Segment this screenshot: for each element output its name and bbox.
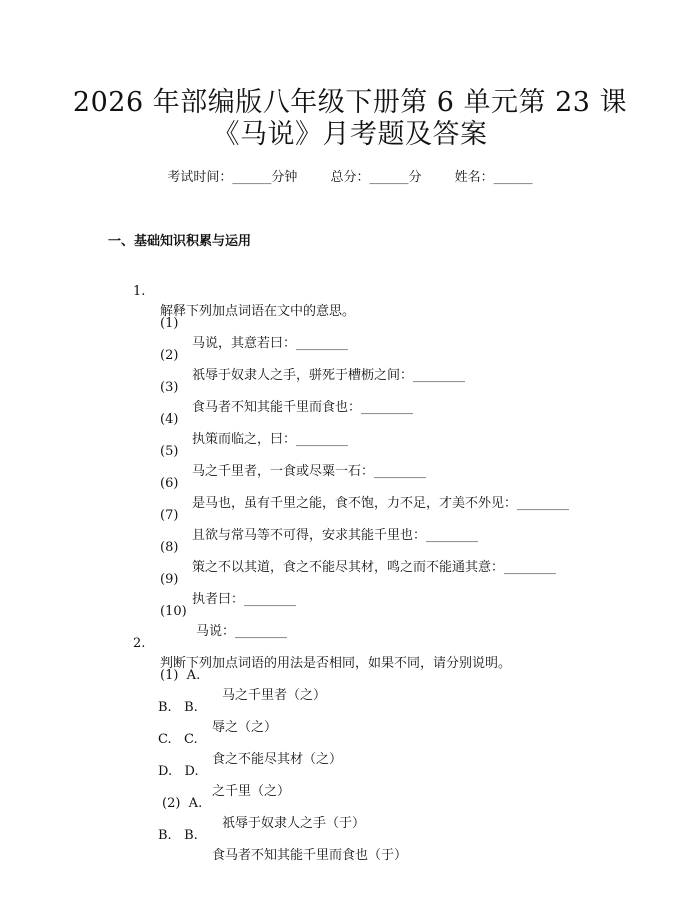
item-number: (9) xyxy=(160,572,179,587)
student-name: 姓名：______ xyxy=(454,170,533,185)
item-number: (10) xyxy=(160,604,187,619)
item-number: (5) xyxy=(160,444,179,459)
item-number: (1) A. xyxy=(160,668,201,683)
item-text: 祇辱于奴隶人之手（于） xyxy=(222,816,366,831)
item-text: 策之不以其道，食之不能尽其材，鸣之而不能通其意：________ xyxy=(192,560,557,575)
item-number: C. C. xyxy=(158,732,198,747)
item-text: 是马也，虽有千里之能，食不饱，力不足，才美不外见：________ xyxy=(192,496,570,511)
item-text: 且欲与常马等不可得，安求其能千里也：________ xyxy=(192,528,479,543)
item-text: 马说，其意若曰：________ xyxy=(192,336,349,351)
item-text: 马之千里者，一食或尽粟一石：________ xyxy=(192,464,427,479)
item-number: (6) xyxy=(160,476,179,491)
item-number: (8) xyxy=(160,540,179,555)
title-line-2: 《马说》月考题及答案 xyxy=(212,119,488,150)
item-number: (1) xyxy=(160,316,179,331)
question-text: 判断下列加点词语的用法是否相同，如果不同，请分别说明。 xyxy=(160,656,512,671)
item-text: 执策而临之，曰：________ xyxy=(192,432,349,447)
item-number: B. B. xyxy=(158,700,198,715)
item-number: (2) A. xyxy=(162,796,203,811)
item-text: 辱之（之） xyxy=(212,720,278,735)
item-text: 食之不能尽其材（之） xyxy=(212,752,343,767)
item-number: (3) xyxy=(160,380,179,395)
exam-score: 总分：______分 xyxy=(330,170,422,185)
item-text: 马之千里者（之） xyxy=(222,688,327,703)
item-number: (7) xyxy=(160,508,179,523)
item-text: 祇辱于奴隶人之手，骈死于槽枥之间：________ xyxy=(192,368,466,383)
item-text: 马说：________ xyxy=(196,624,288,639)
question-text: 解释下列加点词语在文中的意思。 xyxy=(160,304,356,319)
question-number: 1. xyxy=(133,284,146,299)
exam-info xyxy=(0,168,700,188)
item-number: D. D. xyxy=(158,764,199,779)
question-number: 2. xyxy=(133,636,146,651)
item-text: 食马者不知其能千里而食也（于） xyxy=(212,848,408,863)
title-line-1: 2026 年部编版八年级下册第 6 单元第 23 课 xyxy=(72,87,628,118)
exam-time: 考试时间：______分钟 xyxy=(167,170,298,185)
item-text: 之千里（之） xyxy=(212,784,291,799)
item-number: B. B. xyxy=(158,828,198,843)
item-number: (2) xyxy=(160,348,179,363)
item-number: (4) xyxy=(160,412,179,427)
item-text: 执者曰：________ xyxy=(192,592,297,607)
section-heading: 一、基础知识积累与运用 xyxy=(108,234,252,249)
item-text: 食马者不知其能千里而食也：________ xyxy=(192,400,414,415)
